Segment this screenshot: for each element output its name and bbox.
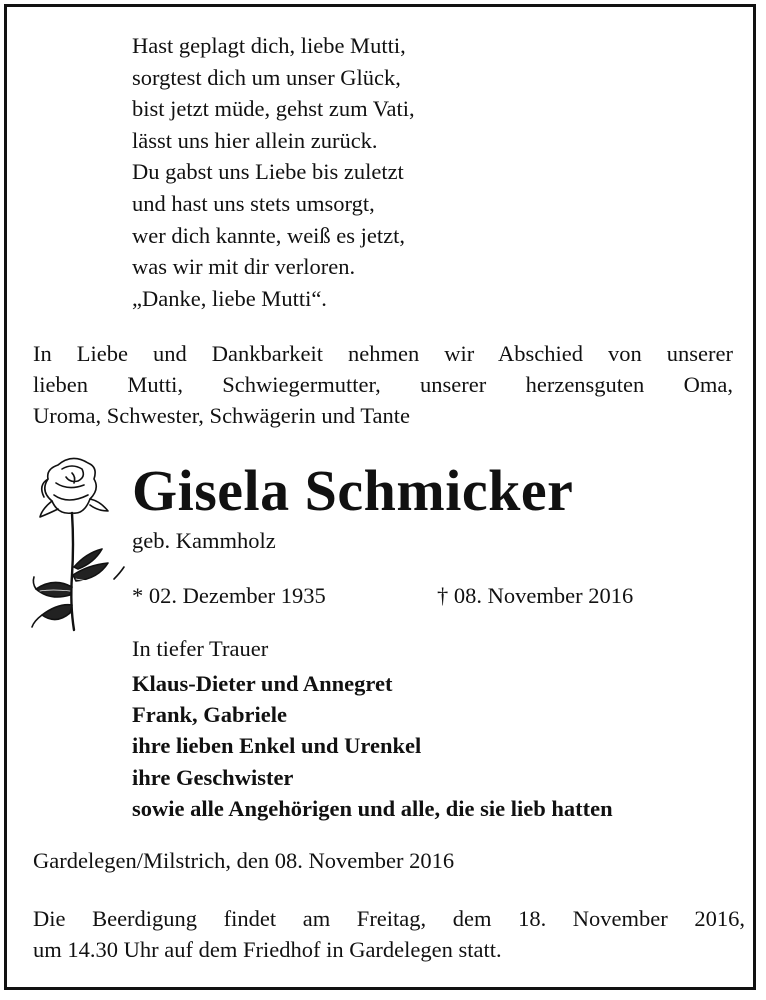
deceased-name: Gisela Schmicker [132, 458, 574, 523]
poem-line: was wir mit dir verloren. [132, 254, 356, 280]
poem-line: Hast geplagt dich, liebe Mutti, [132, 33, 406, 58]
mourner-line: Frank, Gabriele [132, 702, 287, 728]
mourners-list [132, 668, 613, 824]
intro-line: lieben Mutti, Schwiegermutter, unserer herzensguten Oma, [33, 372, 733, 397]
birth-date: * 02. Dezember 1935 [132, 583, 326, 608]
mourner-line: ihre Geschwister [132, 764, 294, 790]
poem [132, 30, 415, 314]
poem-line: wer dich kannte, weiß es jetzt, [132, 222, 406, 248]
maiden-name: geb. Kammholz [132, 528, 276, 553]
poem-line: sorgtest dich um unser Glück, [132, 64, 401, 90]
rose-icon [28, 455, 128, 635]
intro-line: In Liebe und Dankbarkeit nehmen wir Abschied von unserer [33, 341, 733, 366]
mourning-intro: In tiefer Trauer [132, 636, 269, 661]
intro-paragraph [33, 338, 733, 431]
death-date: † 08. November 2016 [437, 583, 634, 608]
poem-line: „Danke, liebe Mutti“. [132, 285, 327, 311]
place-date: Gardelegen/Milstrich, den 08. November 2016 [33, 848, 455, 873]
mourner-line: sowie alle Angehörigen und alle, die sie lieb hatten [132, 795, 613, 821]
mourner-line: ihre lieben Enkel und Urenkel [132, 733, 422, 759]
poem-line: Du gabst uns Liebe bis zuletzt [132, 159, 404, 185]
poem-line: und hast uns stets umsorgt, [132, 190, 375, 216]
poem-line: lässt uns hier allein zurück. [132, 127, 378, 153]
funeral-line: um 14.30 Uhr auf dem Friedhof in Gardelegen statt. [33, 937, 502, 962]
mourner-line: Klaus-Dieter und Annegret [132, 671, 393, 696]
funeral-line: Die Beerdigung findet am Freitag, dem 18. November 2016, [33, 906, 745, 931]
poem-line: bist jetzt müde, gehst zum Vati, [132, 96, 415, 122]
intro-line: Uroma, Schwester, Schwägerin und Tante [33, 403, 411, 428]
funeral-notice [33, 903, 745, 965]
